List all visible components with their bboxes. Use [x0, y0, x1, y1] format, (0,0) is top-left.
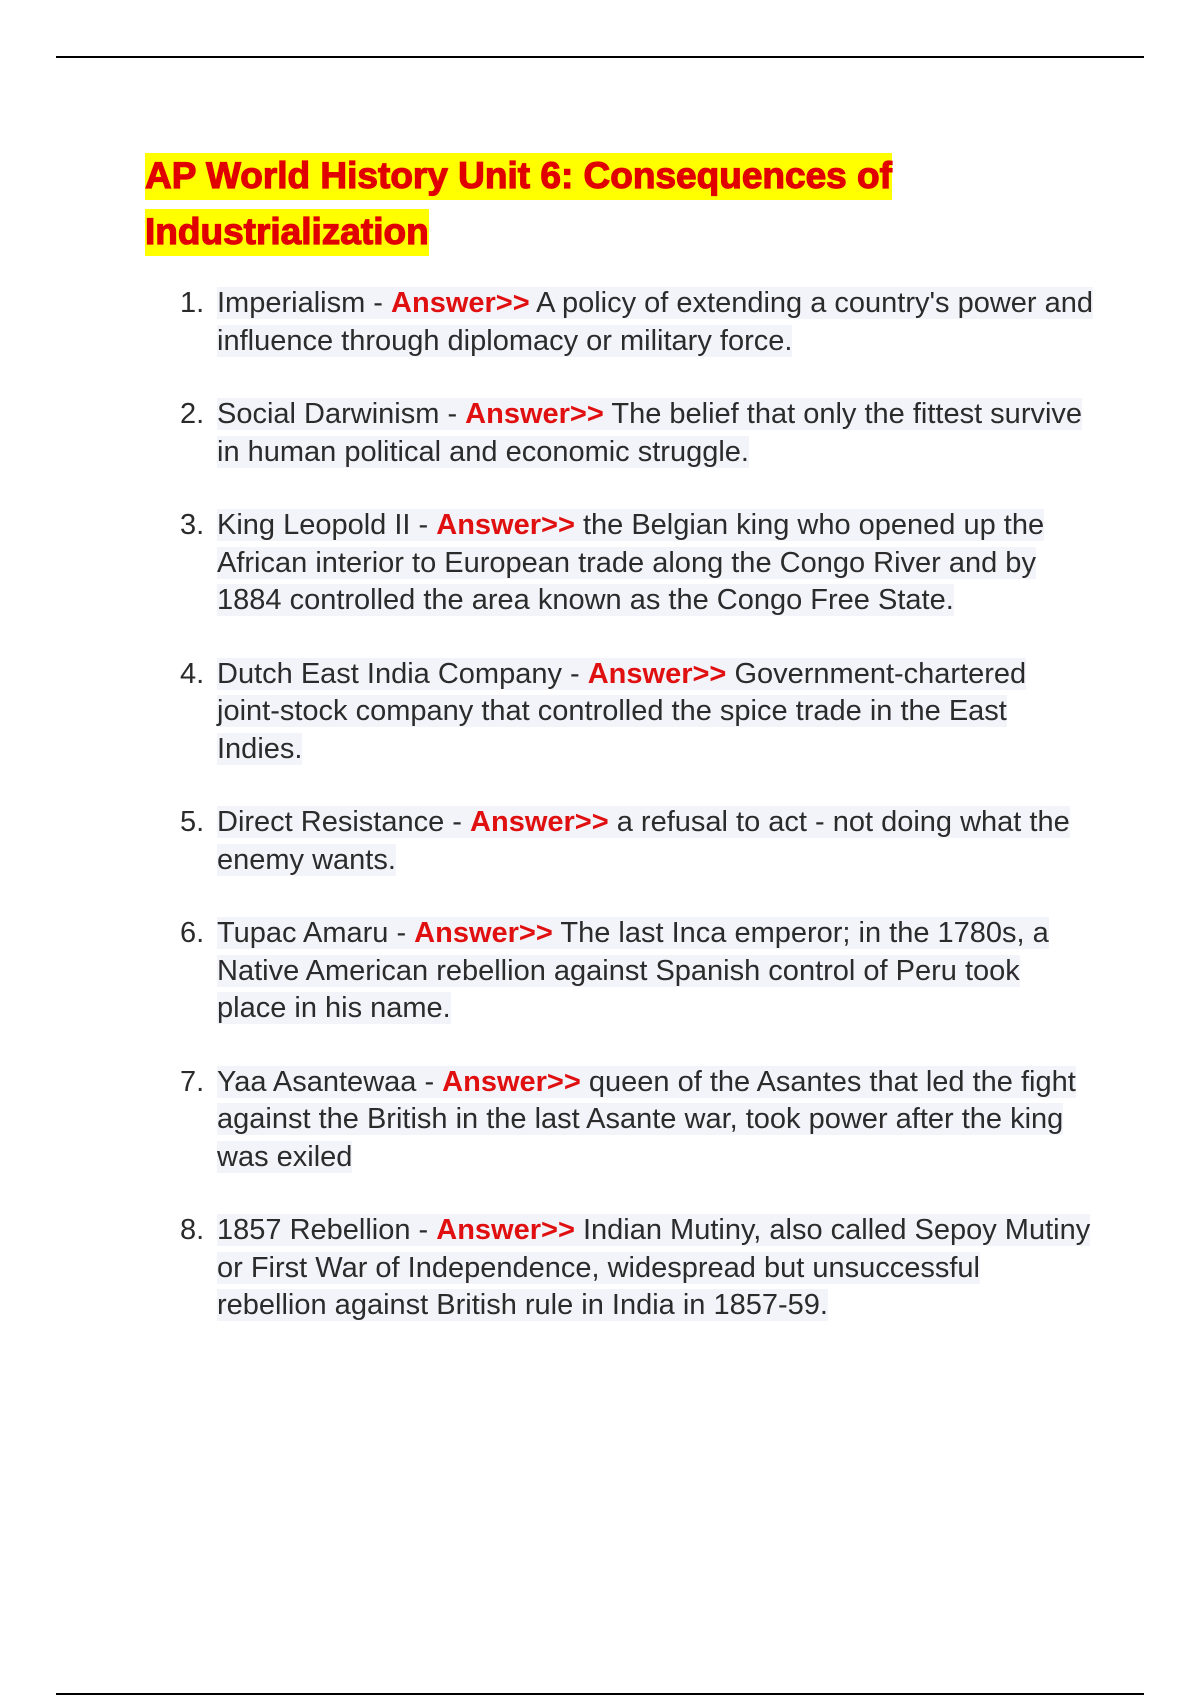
item-definition: a refusal to act - not doing what the enemy wants.: [217, 806, 1070, 876]
item-body: [217, 915, 1097, 1028]
item-definition: Government-chartered joint-stock company that controlled the spice trade in the East Indies.: [217, 657, 1027, 765]
item-term: Yaa Asantewaa -: [217, 1065, 435, 1098]
item-term: King Leopold II -: [217, 509, 429, 541]
item-number: 3.: [180, 509, 205, 541]
list-item: [0, 915, 1097, 1028]
answer-label: Answer>>: [587, 657, 727, 690]
item-body: [217, 396, 1097, 471]
item-number: 4.: [180, 657, 205, 690]
item-body: [217, 656, 1097, 769]
item-definition: A policy of extending a country's power and influence through diplomacy or military force.: [217, 287, 1094, 357]
item-number: 7.: [180, 1065, 205, 1098]
list-item: [0, 285, 1097, 360]
answer-label: Answer>>: [442, 1065, 581, 1098]
list-item: [0, 507, 1097, 620]
item-number: 5.: [180, 806, 205, 838]
list-item: [0, 1064, 1097, 1177]
item-number: 2.: [180, 398, 205, 430]
item-number: 1.: [180, 287, 205, 319]
item-term: Social Darwinism -: [217, 398, 458, 430]
question-list: [0, 285, 1200, 1361]
item-body: [217, 507, 1097, 620]
item-definition: The belief that only the fittest survive in human political and economic struggle.: [217, 398, 1083, 468]
item-body: [217, 804, 1097, 879]
item-number: 8.: [180, 1214, 205, 1246]
item-body: [217, 285, 1097, 360]
item-term: Imperialism -: [217, 287, 383, 319]
answer-label: Answer>>: [465, 398, 604, 430]
item-term: Tupac Amaru -: [217, 917, 407, 949]
bottom-divider: [56, 1693, 1144, 1695]
page-title: [145, 148, 1105, 260]
list-item: [0, 804, 1097, 879]
answer-label: Answer>>: [391, 287, 530, 319]
item-definition: queen of the Asantes that led the fight against the British in the last Asante war, took power after the king was exiled: [217, 1065, 1076, 1173]
item-definition: The last Inca emperor; in the 1780s, a Native American rebellion against Spanish control of Peru took place in his name.: [217, 917, 1049, 1024]
list-item: [0, 396, 1097, 471]
answer-label: Answer>>: [436, 1214, 575, 1246]
answer-label: Answer>>: [470, 806, 609, 838]
answer-label: Answer>>: [414, 917, 553, 949]
item-definition: Indian Mutiny, also called Sepoy Mutiny or First War of Independence, widespread but unsuccessful rebellion against British rule in India in 1857-59.: [217, 1214, 1091, 1321]
item-body: [217, 1064, 1097, 1177]
item-term: Dutch East India Company -: [217, 657, 580, 690]
item-term: 1857 Rebellion -: [217, 1214, 429, 1246]
list-item: [0, 1212, 1097, 1325]
answer-label: Answer>>: [436, 509, 575, 541]
list-item: [0, 656, 1097, 769]
item-number: 6.: [180, 917, 205, 949]
page-title-text: AP World History Unit 6: Consequences of Industrialization: [145, 153, 892, 256]
item-term: Direct Resistance -: [217, 806, 462, 838]
item-definition: the Belgian king who opened up the African interior to European trade along the Congo River and by 1884 controlled the area known as the Congo Free State.: [217, 509, 1045, 616]
item-body: [217, 1212, 1097, 1325]
top-divider: [56, 56, 1144, 58]
